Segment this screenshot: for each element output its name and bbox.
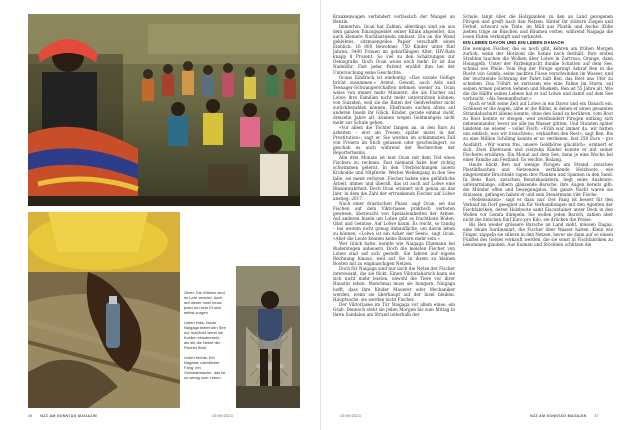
paragraph: Auch er teilt seine Zeit auf Lolwe in ein Davor und ein Danach ein. Schliesst er die Augen, sähe er die Bilder, in denen er einen gesamten Strandabschnitt alleine konnte, ohne den Sand zu berühren, vom Boot zu Boot konnte er steigen, weil zweihundert Pirogen entlang sich nebeneinander, bevor sie alle ins Wasser glitten. Und Stunden später landeten sie wieder – voller Fisch. «Früh war immer da, wir hatten uns einfach, was wir brauchten», verkauften den Rest», sagt Ben. Bis zu eine Million Schilling konnte er so verdienen, fast 250 Euro – pro Ausfahrt. «Wir waren frei, unsere Geldbörse glücklich», erinnert er sich. Zwei Ehefrauen und vierzehn Kinder konnte er mit seiner Fischerei ernähren. Ein Monat auf dem See, dann je eine Woche bei einer Familie am Festland: Es reichte. Bislang. — [463, 101, 613, 162]
child-with-net-photo — [236, 266, 300, 408]
paragraph: «Nebensaison», sagt er dazu nur. Der Fang ist besser für den Verkauf im Dorf geeignet als für Verhandlungen mit den Agenten der Fischfabriken, deren Holzboote samt Eiscontainer unter Deck in den Wellen vor Gomfa dümpeln. Sie wollen jeden Barsch, zahlen aber nicht die üblichen fünf Euro pro Kilo, sie drücken die Preise. — [463, 197, 613, 223]
paragraph: Die wenigen Fischer, die es noch gibt, kehren am frühen Morgen zurück, wenn der Horizont die Sonne noch festhält. Ihre ersten Strahlen tauchen die Wolken über Lolwe in Zartrosa, Orange, dann Honiggelb. Unter der Farbenpracht dunkle Schatten auf dem See, schmal wie Pfeile. Vom Bug der Piroge springt Ashraf Ben in die Bucht von Gomfa, seine nackten Füsse verschwinden im Wasser, und der leuchtende Schwung der Fahrt hält Ben, das Boot ans Ufer zu schieben. Das T-Shirt ist zerrissen wie eine Fahne im Sturm, auf seinen Armen polieren Sehnen und Muskeln. Ben ist 55 Jahre alt. Wie die die Hälfte seines Lebens hat er auf Lolwe und damit auf dem See verbracht. «Als Seemanfischer.» — [463, 45, 613, 102]
paragraph: Krankenwagen verhindert verlässlich der Mangel an Benzin. — [333, 14, 455, 25]
child-with-net-illustration — [236, 266, 300, 408]
left-page-number: 36 — [28, 414, 33, 418]
left-footer-date — [212, 414, 233, 418]
section-heading: EIN LEBEN DAVON UND EIN LEBEN DANACH — [463, 40, 564, 46]
fishermen-village-photo — [28, 14, 300, 206]
paragraph: Immerhin: Ocan hat Zahlen, allerdings sind sie aus dem ganzen Einzugsgebiet seiner Klinik abgeleitet, das auch kleinere Nachbarinseln umfasst. Ein an die Wand geklebtes, sitzmaengelles Papier verschafft einen Einblick: 16 800 Bewohner, 750 Kinder unter fünf Jahren, 3400 Frauen im gebärfähigen Alter, HIV-Rate knapp 8 Prozent. So viel zu den Schätzungen zur Demografie. Doch Ocan weiss noch mehr. Er ist das Nadelöhr. Fast jeder Patient erzählt ihm bei der Untersuchung seine Geschichte. — [333, 24, 455, 75]
paragraph: Bis Ben wieder grössere Barsche an Land zieht, müssen Dagaa, eine lokale Sardinenart, die Fischer über Wasser halten. Klein wie Finger, zappeln sie silbern in den Netzen, bevor sie dann auf so einem Fünftel des Geldes verkauft werden, die sie sonst in Fischfabriken zu bekommen glauben. Aus Kaimen und Stöcklein schlitzen die — [463, 222, 613, 248]
left-date: 10/09/2023 — [212, 414, 233, 418]
left-footer — [28, 414, 97, 418]
right-footer — [530, 414, 599, 418]
caption-top: Oben: Die Witwen sind im Lehr verwirrt, doch auf dieser insel muss jeder um sein Er sich selbst sorgen — [184, 290, 225, 315]
paragraph: Nach einer drastischen Phase, sagt Ocan, sei das Fischen auf dem Viktoriasee praktisch verboten gewesen, überwacht von Spezialeinheiten der Armee. Auf anderen Inseln um Lolwe gibt es fruchtbare Böden, Obst und Gemüse. Auf Lolwe kaum. Es reicht, so randig – bei weitem nicht genug Anbaufläche, um davon leben zu können. «Lolwe ist ein Acker der Seen», sagt Ocan. «Aber die Leute können keine Bauern mehr sein.» — [333, 200, 455, 242]
right-footer-date — [340, 414, 361, 418]
paragraph: Ocans Eindruck ist eindeutig: «Das soziale Gefüge bricht zusammen.» Armut, Gewalt, auch Aids und Teenager-Schwangerschaften nehmen wieder zu. Ocan weiss von immer mehr Männern, die als Fischer auf Lolwe ihre Familien nicht mehr unterstützen können, von Suiziden, weil sie die Raten der Geldverleiher nicht zurückbezahlen können. Ehefrauen suchen allein auf anderen Inseln ihr Glück, Kinder, gerade einmal zwölf, dreizehn Jahre alt, können wegen Geldmangels nicht mehr zur Schule gehen. — [333, 74, 455, 125]
right-magazine-name: NZZ AM SONNTAG MAGAZIN — [530, 414, 587, 418]
caption-bottom-right: Unten rechts: Ein Nagaba; nächtlicher Fang; ein Victoriabarsche, das ist so wenig zum Leben — [184, 355, 226, 380]
caption-bottom-left: Unten links: Nosie Naigaga bietet den See nur maßholz wenn sie Kosten einsammeln, als sie die Netze der Fischer flickt — [184, 320, 226, 350]
paragraph: Schule, lanpt über die Holzplanken zu den an Land gezogenen Pirogen und greift nach den Netzen. Hinter ihr stöbern Ziegen und Ferkel, schwarz wie Tinte, im Müll aus Plastik und Asche. Kühe ziehen träge an Büschen und Bäumen vorbei, während Naigaga die losen Fäden verknüpft und verknotet. — [463, 14, 613, 40]
paragraph: «Vor allem die Töchter fangen an, in den Bars zu arbeiten – erst am Tresen, später meist in der Prostitution», sagt er. Sie werden im schlimmsten Fall von Freiern im Stich gelassen oder geschwängert, so geschah es auch während der Recherchen der Reporterteams. — [333, 125, 455, 156]
paragraph: Doch für Naigaga sind nur noch die Netze der Fischer interessant, die sie flickt. Einen Viktoriabarsch kann sie sich nicht mehr leisten, obwohl die Tiere vor ihrer Haustür leben. Manchmal muss sie hungern. Naigaga hofft, dass ihre Kinder Mauerer oder Mechaniker werden, wenn sie überhaupt auf der Insel bleiben. Hauptsache, sie werden nicht Fischer. — [333, 266, 455, 302]
paragraph: Der Viktoriasee im Tür Naigaga vor allem eines: ein Grab. Dennoch steht sie jeden Morgen bis zum Mittag in ihren Sandalen am Strand unterhalb der — [333, 301, 455, 317]
right-page-number: 37 — [594, 414, 599, 418]
paragraph: Heute blickt Ben auf wenige Pirogen am Strand, zwischen Plastikflaschen und Netzenden zerfallende Holzboote, wie eingetrennte Bruchteile ragen ihre Planken und Spanten in den Sand. In Bens Boot, zwischen Benzinkanistern, liegt seine Ausbeute: unterarmlange, silbern glänzende Barsche, ihre Augen bereits gilb, die Münder offen und bewegungslos. Die ganze Nacht waren sie draussen, gefangen haben er und sein Steuermann vier Fische. — [463, 161, 613, 197]
right-date: 10/09/2023 — [340, 414, 361, 418]
fishermen-village-illustration — [28, 14, 300, 206]
left-magazine-name: NZZ AM SONNTAG MAGAZIN — [40, 414, 97, 418]
hand-with-bottle-photo — [28, 212, 180, 408]
hand-with-bottle-illustration — [28, 212, 180, 408]
article-column-left — [333, 14, 455, 410]
photo-captions — [184, 290, 226, 385]
article-column-right — [463, 14, 613, 410]
paragraph: Wer Glück hatte, konnte wie Naigaga Ehemann bei Ruderstegen anheuern. Doch die meisten Fischer von Lolwe sind auf sich gestellt. Sie fahren auf eigene Rechnung hinaus, weil auf Sie in ihrem zu kleinen Booten mit zu engmaschigen Netzen. — [333, 241, 455, 267]
paragraph: Alle drei Monate ist laut Ocan mit dem Tod eines Fischers zu rechnen. Fast niemand habe hier richtig schwimmen gelernt. In den Uferböschungen lauern Krokodile und Nilpferde. Werbei Wellengang in den See falle, sei meist verloren. Fischer haben eine gefährliche Arbeit, immer und überall, das ist auch auf Lolwe eine Binsenwahrheit. Doch Ocan erinnert sich genau an das Jahr, in dem die Zahl der ertrunkenen Fischer auf Lolwe anstieg: 2017. — [333, 155, 455, 201]
page-gutter — [320, 0, 321, 430]
